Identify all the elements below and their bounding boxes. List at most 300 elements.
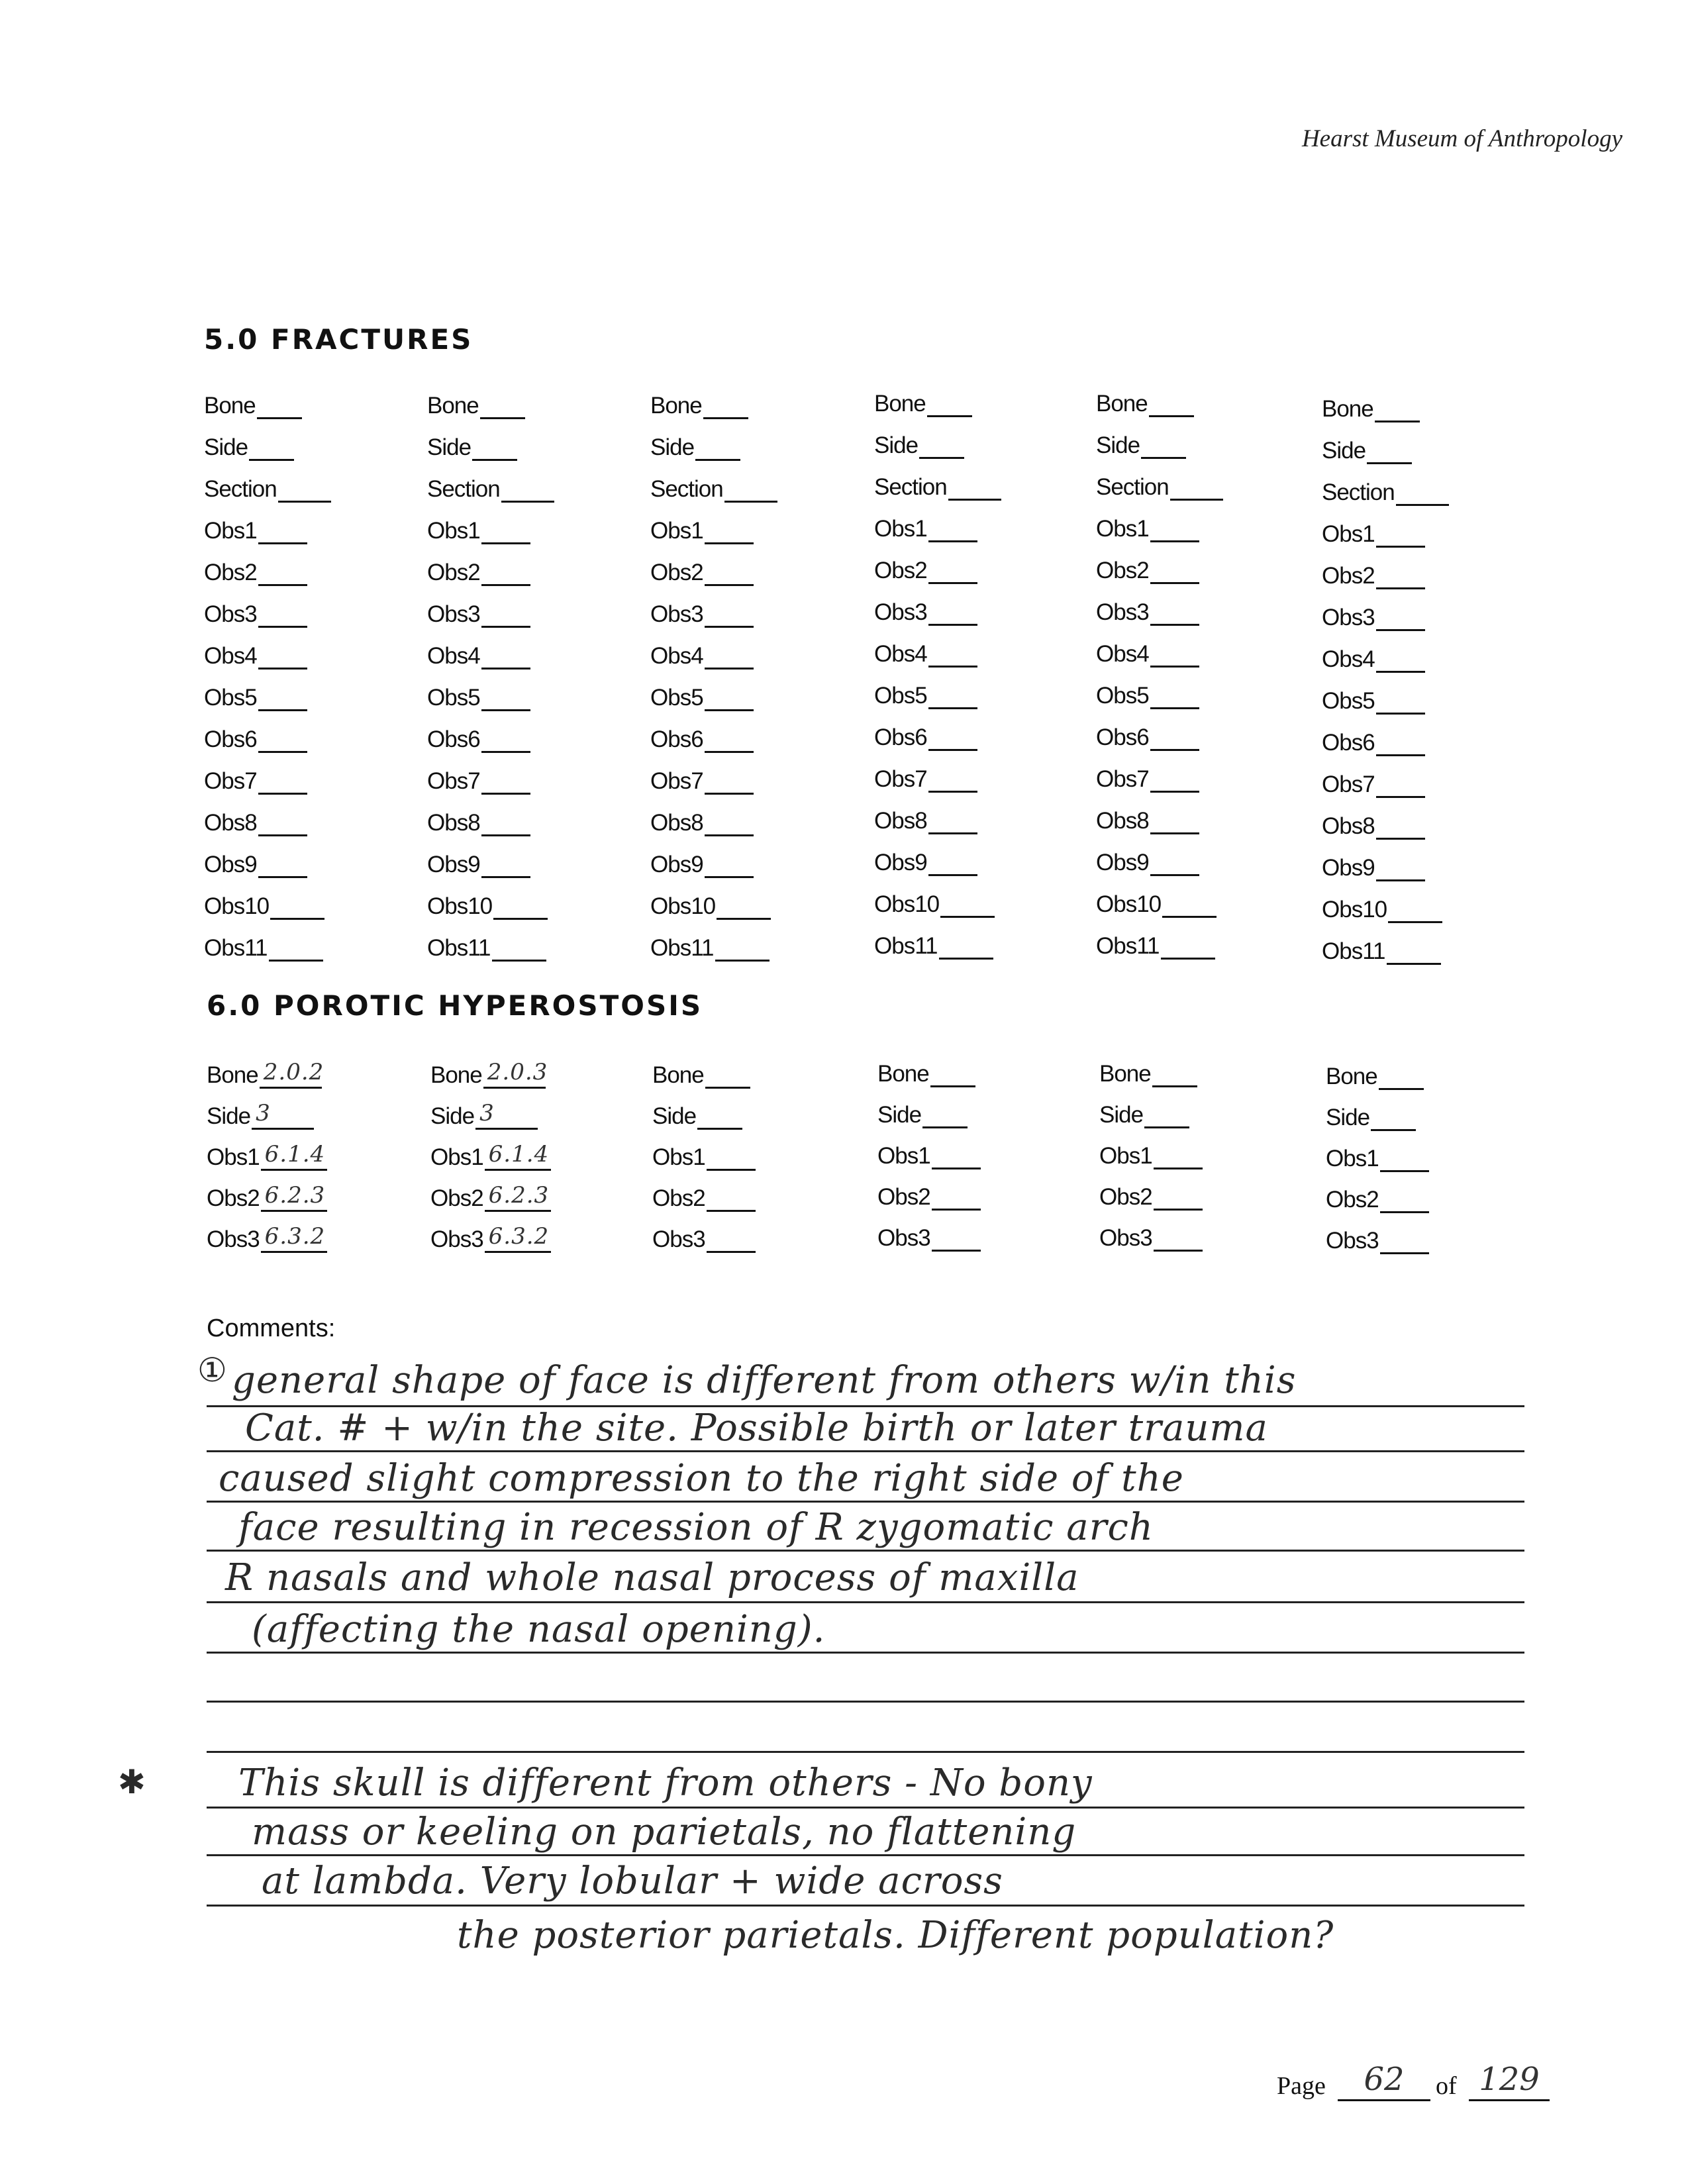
porotic-field (1099, 1169, 1298, 1211)
fractures-field (1096, 626, 1295, 668)
field-label: Obs2 (427, 560, 480, 585)
field-blank[interactable] (258, 555, 307, 586)
field-label: Obs2 (652, 1185, 705, 1211)
fractures-field (650, 461, 849, 503)
field-label: Obs3 (874, 599, 927, 625)
fractures-field (1322, 631, 1520, 673)
fractures-field (204, 920, 403, 962)
fractures-field (1322, 715, 1520, 756)
field-value: 2.0.2 (263, 1059, 324, 1085)
fractures-field (874, 584, 1073, 626)
field-blank[interactable] (1150, 636, 1199, 668)
field-blank[interactable] (1388, 892, 1442, 923)
field-blank[interactable] (1150, 720, 1199, 751)
field-label: Obs5 (1096, 683, 1149, 709)
field-blank[interactable] (928, 845, 977, 876)
field-blank[interactable] (481, 680, 530, 711)
field-value: 6.1.4 (488, 1141, 550, 1167)
field-label: Obs4 (204, 643, 257, 669)
fractures-field (427, 795, 626, 836)
field-label: Obs10 (1096, 891, 1162, 917)
fractures-field (204, 419, 403, 461)
fractures-field (1096, 834, 1295, 876)
field-label: Obs4 (1322, 646, 1375, 672)
porotic-field (877, 1128, 1076, 1169)
field-blank[interactable] (1376, 642, 1425, 673)
field-blank[interactable] (1367, 433, 1412, 464)
field-label: Side (650, 434, 695, 460)
fractures-column (427, 377, 626, 962)
comment-rule-line (207, 1701, 1524, 1703)
field-label: Obs5 (874, 683, 927, 709)
handwritten-comment-line: face resulting in recession of R zygomatic arch (238, 1506, 1154, 1549)
field-label: Bone (1326, 1064, 1377, 1089)
field-blank[interactable] (1376, 725, 1425, 756)
field-blank[interactable] (480, 388, 525, 419)
field-label: Bone (430, 1062, 482, 1088)
field-blank[interactable] (703, 388, 748, 419)
field-blank[interactable] (1387, 934, 1441, 965)
field-blank[interactable] (697, 1099, 742, 1130)
field-label: Obs5 (427, 685, 480, 711)
field-blank[interactable] (278, 472, 331, 503)
field-label: Obs6 (874, 724, 927, 750)
field-blank[interactable] (1154, 1220, 1203, 1252)
fractures-field (204, 586, 403, 628)
field-blank[interactable] (261, 1140, 327, 1171)
field-blank[interactable] (1380, 1182, 1429, 1213)
field-label: Section (427, 476, 500, 502)
field-blank[interactable] (1380, 1141, 1429, 1172)
field-blank[interactable] (258, 722, 307, 753)
field-label: Obs8 (650, 810, 703, 836)
porotic-field (430, 1171, 629, 1212)
field-blank[interactable] (928, 636, 977, 668)
field-blank[interactable] (705, 722, 754, 753)
handwritten-comment-line: Cat. # + w/in the site. Possible birth or later trauma (245, 1407, 1268, 1450)
fractures-field (427, 628, 626, 670)
handwritten-comment-line: at lambda. Very lobular + wide across (262, 1860, 1003, 1903)
field-blank[interactable] (1150, 553, 1199, 584)
fractures-field (427, 878, 626, 920)
comment-rule-line (207, 1905, 1524, 1907)
field-label: Bone (207, 1062, 258, 1088)
field-blank[interactable] (258, 513, 307, 544)
porotic-field (1099, 1211, 1298, 1252)
field-blank[interactable] (483, 1058, 546, 1089)
fractures-field (1096, 751, 1295, 793)
fractures-field (427, 836, 626, 878)
field-label: Side (1326, 1105, 1370, 1130)
fractures-field (204, 795, 403, 836)
field-label: Side (427, 434, 472, 460)
field-blank[interactable] (928, 511, 977, 542)
fractures-field (650, 419, 849, 461)
field-label: Obs2 (1322, 563, 1375, 589)
field-blank[interactable] (1161, 928, 1215, 960)
field-blank[interactable] (705, 680, 754, 711)
field-blank[interactable] (501, 472, 554, 503)
field-label: Obs2 (650, 560, 703, 585)
porotic-field (207, 1171, 405, 1212)
fractures-field (1322, 673, 1520, 715)
porotic-field (652, 1130, 851, 1171)
field-label: Obs11 (204, 935, 268, 961)
fractures-field (427, 461, 626, 503)
fractures-field (650, 544, 849, 586)
field-blank[interactable] (1376, 767, 1425, 798)
field-blank[interactable] (481, 764, 530, 795)
fractures-field (874, 918, 1073, 960)
field-label: Obs1 (650, 518, 703, 544)
of-label: of (1436, 2072, 1457, 2100)
field-blank[interactable] (1170, 470, 1223, 501)
field-blank[interactable] (261, 1181, 327, 1212)
field-blank[interactable] (919, 428, 964, 459)
field-label: Obs8 (1322, 813, 1375, 839)
comment-rule-line (207, 1601, 1524, 1603)
field-label: Obs1 (204, 518, 257, 544)
porotic-column (1099, 1046, 1298, 1252)
field-label: Obs3 (1099, 1225, 1152, 1251)
field-label: Side (874, 432, 919, 458)
porotic-column (430, 1048, 629, 1253)
fractures-field (874, 501, 1073, 542)
field-label: Obs1 (430, 1144, 483, 1170)
fractures-field (1096, 793, 1295, 834)
field-blank[interactable] (705, 555, 754, 586)
field-label: Obs2 (1099, 1184, 1152, 1210)
field-blank[interactable] (705, 638, 754, 670)
field-label: Obs2 (877, 1184, 930, 1210)
field-blank[interactable] (257, 388, 302, 419)
fractures-title: 5.0 FRACTURES (204, 323, 473, 356)
field-blank[interactable] (249, 430, 294, 461)
field-label: Obs6 (650, 726, 703, 752)
field-blank[interactable] (260, 1058, 322, 1089)
fractures-field (650, 670, 849, 711)
field-blank[interactable] (1376, 809, 1425, 840)
field-label: Obs3 (1096, 599, 1149, 625)
fractures-field (650, 836, 849, 878)
field-label: Obs2 (430, 1185, 483, 1211)
field-blank[interactable] (481, 597, 530, 628)
fractures-field (1322, 881, 1520, 923)
field-blank[interactable] (717, 889, 771, 920)
fractures-field (1322, 464, 1520, 506)
fractures-field (204, 377, 403, 419)
porotic-field (207, 1089, 405, 1130)
porotic-field (1099, 1087, 1298, 1128)
field-blank[interactable] (252, 1099, 314, 1130)
handwritten-comment-line: caused slight compression to the right side of the (219, 1457, 1184, 1500)
fractures-field (874, 834, 1073, 876)
field-blank[interactable] (258, 805, 307, 836)
field-label: Obs7 (204, 768, 257, 794)
field-blank[interactable] (258, 764, 307, 795)
field-blank[interactable] (1150, 803, 1199, 834)
field-blank[interactable] (1375, 391, 1420, 422)
fractures-field (427, 586, 626, 628)
field-blank[interactable] (485, 1222, 551, 1253)
field-blank[interactable] (1141, 428, 1186, 459)
field-blank[interactable] (481, 805, 530, 836)
field-label: Obs9 (650, 852, 703, 877)
fractures-field (427, 670, 626, 711)
fractures-field (874, 459, 1073, 501)
field-label: Obs10 (427, 893, 493, 919)
field-blank[interactable] (928, 595, 977, 626)
field-label: Obs7 (1322, 771, 1375, 797)
fractures-field (874, 626, 1073, 668)
field-label: Bone (874, 391, 926, 417)
field-blank[interactable] (707, 1140, 756, 1171)
fractures-field (1096, 375, 1295, 417)
field-blank[interactable] (928, 678, 977, 709)
field-value: 2.0.3 (487, 1059, 548, 1085)
fractures-field (204, 753, 403, 795)
fractures-column (650, 377, 849, 962)
field-blank[interactable] (928, 803, 977, 834)
field-label: Obs3 (652, 1226, 705, 1252)
field-value: 6.1.4 (264, 1141, 326, 1167)
field-blank[interactable] (1154, 1138, 1203, 1169)
field-label: Obs8 (427, 810, 480, 836)
field-blank[interactable] (932, 1138, 981, 1169)
field-blank[interactable] (481, 638, 530, 670)
field-value: 6.3.2 (488, 1223, 550, 1250)
field-label: Obs1 (1326, 1146, 1379, 1171)
porotic-column (652, 1048, 851, 1253)
field-label: Obs6 (1322, 730, 1375, 756)
field-blank[interactable] (269, 930, 323, 962)
porotic-field (652, 1089, 851, 1130)
field-blank[interactable] (1376, 517, 1425, 548)
field-label: Obs4 (650, 643, 703, 669)
field-label: Obs3 (1322, 605, 1375, 630)
fractures-field (204, 461, 403, 503)
fractures-field (204, 711, 403, 753)
field-blank[interactable] (1150, 511, 1199, 542)
porotic-field (430, 1089, 629, 1130)
fractures-field (1096, 668, 1295, 709)
page-label: Page (1277, 2072, 1326, 2100)
field-blank[interactable] (481, 722, 530, 753)
fractures-field (1322, 381, 1520, 422)
field-label: Obs11 (1322, 938, 1385, 964)
field-blank[interactable] (940, 887, 995, 918)
field-label: Obs9 (427, 852, 480, 877)
field-blank[interactable] (705, 513, 754, 544)
field-label: Obs4 (427, 643, 480, 669)
field-blank[interactable] (492, 930, 546, 962)
field-label: Obs9 (1096, 850, 1149, 875)
field-label: Obs3 (430, 1226, 483, 1252)
field-blank[interactable] (485, 1140, 551, 1171)
field-label: Side (877, 1102, 922, 1128)
field-label: Obs1 (652, 1144, 705, 1170)
field-label: Obs4 (1096, 641, 1149, 667)
field-blank[interactable] (1150, 595, 1199, 626)
field-label: Obs5 (204, 685, 257, 711)
field-label: Obs2 (207, 1185, 260, 1211)
field-blank[interactable] (258, 597, 307, 628)
field-blank[interactable] (705, 847, 754, 878)
porotic-column (207, 1048, 405, 1253)
fractures-field (650, 628, 849, 670)
field-label: Obs6 (1096, 724, 1149, 750)
field-label: Section (874, 474, 947, 500)
porotic-column (1326, 1049, 1524, 1254)
field-blank[interactable] (1376, 600, 1425, 631)
field-blank[interactable] (1150, 678, 1199, 709)
field-label: Obs11 (874, 933, 938, 959)
fractures-column (874, 375, 1073, 960)
fractures-field (650, 503, 849, 544)
field-blank[interactable] (1150, 762, 1199, 793)
field-blank[interactable] (707, 1222, 756, 1253)
field-label: Bone (652, 1062, 704, 1088)
field-blank[interactable] (1371, 1100, 1416, 1131)
page-total: 129 (1479, 2061, 1540, 2098)
field-label: Side (1099, 1102, 1144, 1128)
field-blank[interactable] (927, 386, 972, 417)
field-label: Side (207, 1103, 251, 1129)
fractures-field (1096, 459, 1295, 501)
fractures-field (1322, 548, 1520, 589)
field-blank[interactable] (1380, 1223, 1429, 1254)
field-blank[interactable] (258, 638, 307, 670)
field-label: Obs11 (1096, 933, 1160, 959)
field-label: Obs1 (874, 516, 927, 542)
fractures-field (1096, 501, 1295, 542)
porotic-column (877, 1046, 1076, 1252)
field-blank[interactable] (1376, 850, 1425, 881)
field-blank[interactable] (928, 762, 977, 793)
porotic-field (1326, 1172, 1524, 1213)
field-blank[interactable] (932, 1179, 981, 1211)
field-blank[interactable] (695, 430, 740, 461)
fractures-field (204, 628, 403, 670)
field-blank[interactable] (1149, 386, 1194, 417)
field-blank[interactable] (939, 928, 993, 960)
porotic-field (207, 1130, 405, 1171)
fractures-field (1322, 923, 1520, 965)
fractures-field (1096, 417, 1295, 459)
field-label: Obs11 (427, 935, 491, 961)
field-label: Obs5 (650, 685, 703, 711)
field-blank[interactable] (1379, 1059, 1424, 1090)
field-blank[interactable] (1162, 887, 1217, 918)
field-blank[interactable] (485, 1181, 551, 1212)
fractures-field (1322, 506, 1520, 548)
field-blank[interactable] (932, 1220, 981, 1252)
field-label: Obs11 (650, 935, 714, 961)
fractures-field (650, 377, 849, 419)
fractures-field (874, 375, 1073, 417)
field-blank[interactable] (928, 720, 977, 751)
field-blank[interactable] (922, 1097, 968, 1128)
field-blank[interactable] (1144, 1097, 1189, 1128)
field-blank[interactable] (705, 1058, 750, 1089)
field-blank[interactable] (481, 555, 530, 586)
fractures-field (1322, 840, 1520, 881)
porotic-field (207, 1048, 405, 1089)
field-label: Obs3 (207, 1226, 260, 1252)
field-blank[interactable] (1376, 683, 1425, 715)
field-blank[interactable] (472, 430, 517, 461)
field-label: Obs8 (874, 808, 927, 834)
fractures-field (427, 377, 626, 419)
field-blank[interactable] (258, 680, 307, 711)
field-blank[interactable] (493, 889, 548, 920)
field-label: Obs3 (1326, 1228, 1379, 1254)
field-blank[interactable] (1396, 475, 1449, 506)
field-value: 3 (479, 1100, 495, 1126)
field-blank[interactable] (481, 847, 530, 878)
circled-one-marker: ① (197, 1351, 227, 1389)
field-label: Obs6 (204, 726, 257, 752)
field-label: Obs9 (874, 850, 927, 875)
field-blank[interactable] (948, 470, 1001, 501)
page-number-blank (1338, 2099, 1430, 2101)
field-blank[interactable] (705, 805, 754, 836)
comment-rule-line (207, 1807, 1524, 1809)
comment-rule-line (207, 1652, 1524, 1654)
field-label: Obs2 (204, 560, 257, 585)
field-blank[interactable] (1154, 1179, 1203, 1211)
porotic-field (430, 1212, 629, 1253)
field-blank[interactable] (270, 889, 324, 920)
field-blank[interactable] (715, 930, 770, 962)
fractures-field (874, 709, 1073, 751)
field-label: Section (650, 476, 723, 502)
fractures-field (204, 670, 403, 711)
comment-rule-line (207, 1751, 1524, 1753)
field-blank[interactable] (258, 847, 307, 878)
field-label: Side (1096, 432, 1140, 458)
field-blank[interactable] (930, 1056, 975, 1087)
porotic-field (1326, 1213, 1524, 1254)
field-blank[interactable] (724, 472, 777, 503)
field-blank[interactable] (707, 1181, 756, 1212)
field-label: Section (1322, 479, 1395, 505)
fractures-field (874, 417, 1073, 459)
fractures-field (1096, 876, 1295, 918)
field-label: Obs7 (1096, 766, 1149, 792)
field-label: Obs5 (1322, 688, 1375, 714)
porotic-field (1326, 1049, 1524, 1090)
porotic-field (207, 1212, 405, 1253)
comments-label: Comments: (207, 1315, 336, 1342)
field-label: Section (204, 476, 277, 502)
field-blank[interactable] (261, 1222, 327, 1253)
fractures-field (1096, 542, 1295, 584)
field-blank[interactable] (475, 1099, 538, 1130)
field-blank[interactable] (705, 764, 754, 795)
porotic-field (652, 1171, 851, 1212)
porotic-field (1099, 1046, 1298, 1087)
field-blank[interactable] (705, 597, 754, 628)
field-label: Obs6 (427, 726, 480, 752)
field-blank[interactable] (481, 513, 530, 544)
fractures-field (874, 668, 1073, 709)
field-blank[interactable] (1152, 1056, 1197, 1087)
field-label: Bone (204, 393, 256, 419)
field-blank[interactable] (928, 553, 977, 584)
field-blank[interactable] (1376, 558, 1425, 589)
field-blank[interactable] (1150, 845, 1199, 876)
